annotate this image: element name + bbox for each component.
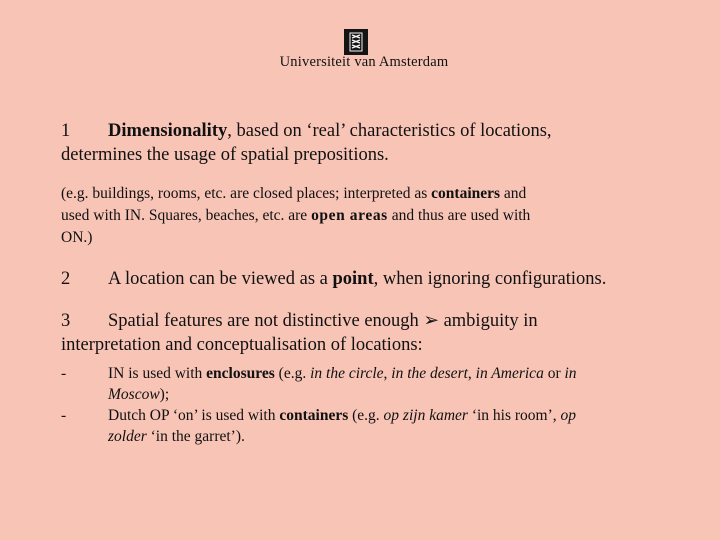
- bullet-dash: -: [61, 365, 67, 382]
- point-3: 3 Spatial features are not distinctive enough ➢ ambiguity in interpretation and conceptualisation of locations:: [61, 311, 538, 355]
- point-1-number: 1: [61, 121, 71, 141]
- bullet-dash: -: [61, 407, 67, 424]
- arrow-icon: ➢: [423, 311, 439, 331]
- point-1: 1 Dimensionality, based on ‘real’ characteristics of locations, determines the usage of spatial prepositions.: [61, 121, 552, 165]
- containers-term: containers: [279, 407, 349, 424]
- point-term: point: [332, 269, 374, 289]
- example-paragraph: (e.g. buildings, rooms, etc. are closed places; interpreted as containers and used with IN. Squares, beaches, etc. are open areas and thus are used with ON.): [61, 185, 531, 246]
- enclosures-term: enclosures: [206, 365, 275, 382]
- dimensionality-term: Dimensionality: [108, 121, 228, 141]
- open-areas-term: open areas: [311, 207, 388, 224]
- containers-term: containers: [431, 185, 501, 202]
- point-2-number: 2: [61, 269, 71, 289]
- point-3-number: 3: [61, 311, 71, 331]
- point-2: 2 A location can be viewed as a point, when ignoring configurations.: [61, 269, 607, 289]
- university-name: Universiteit van Amsterdam: [279, 54, 449, 70]
- uva-logo-icon: [344, 29, 368, 55]
